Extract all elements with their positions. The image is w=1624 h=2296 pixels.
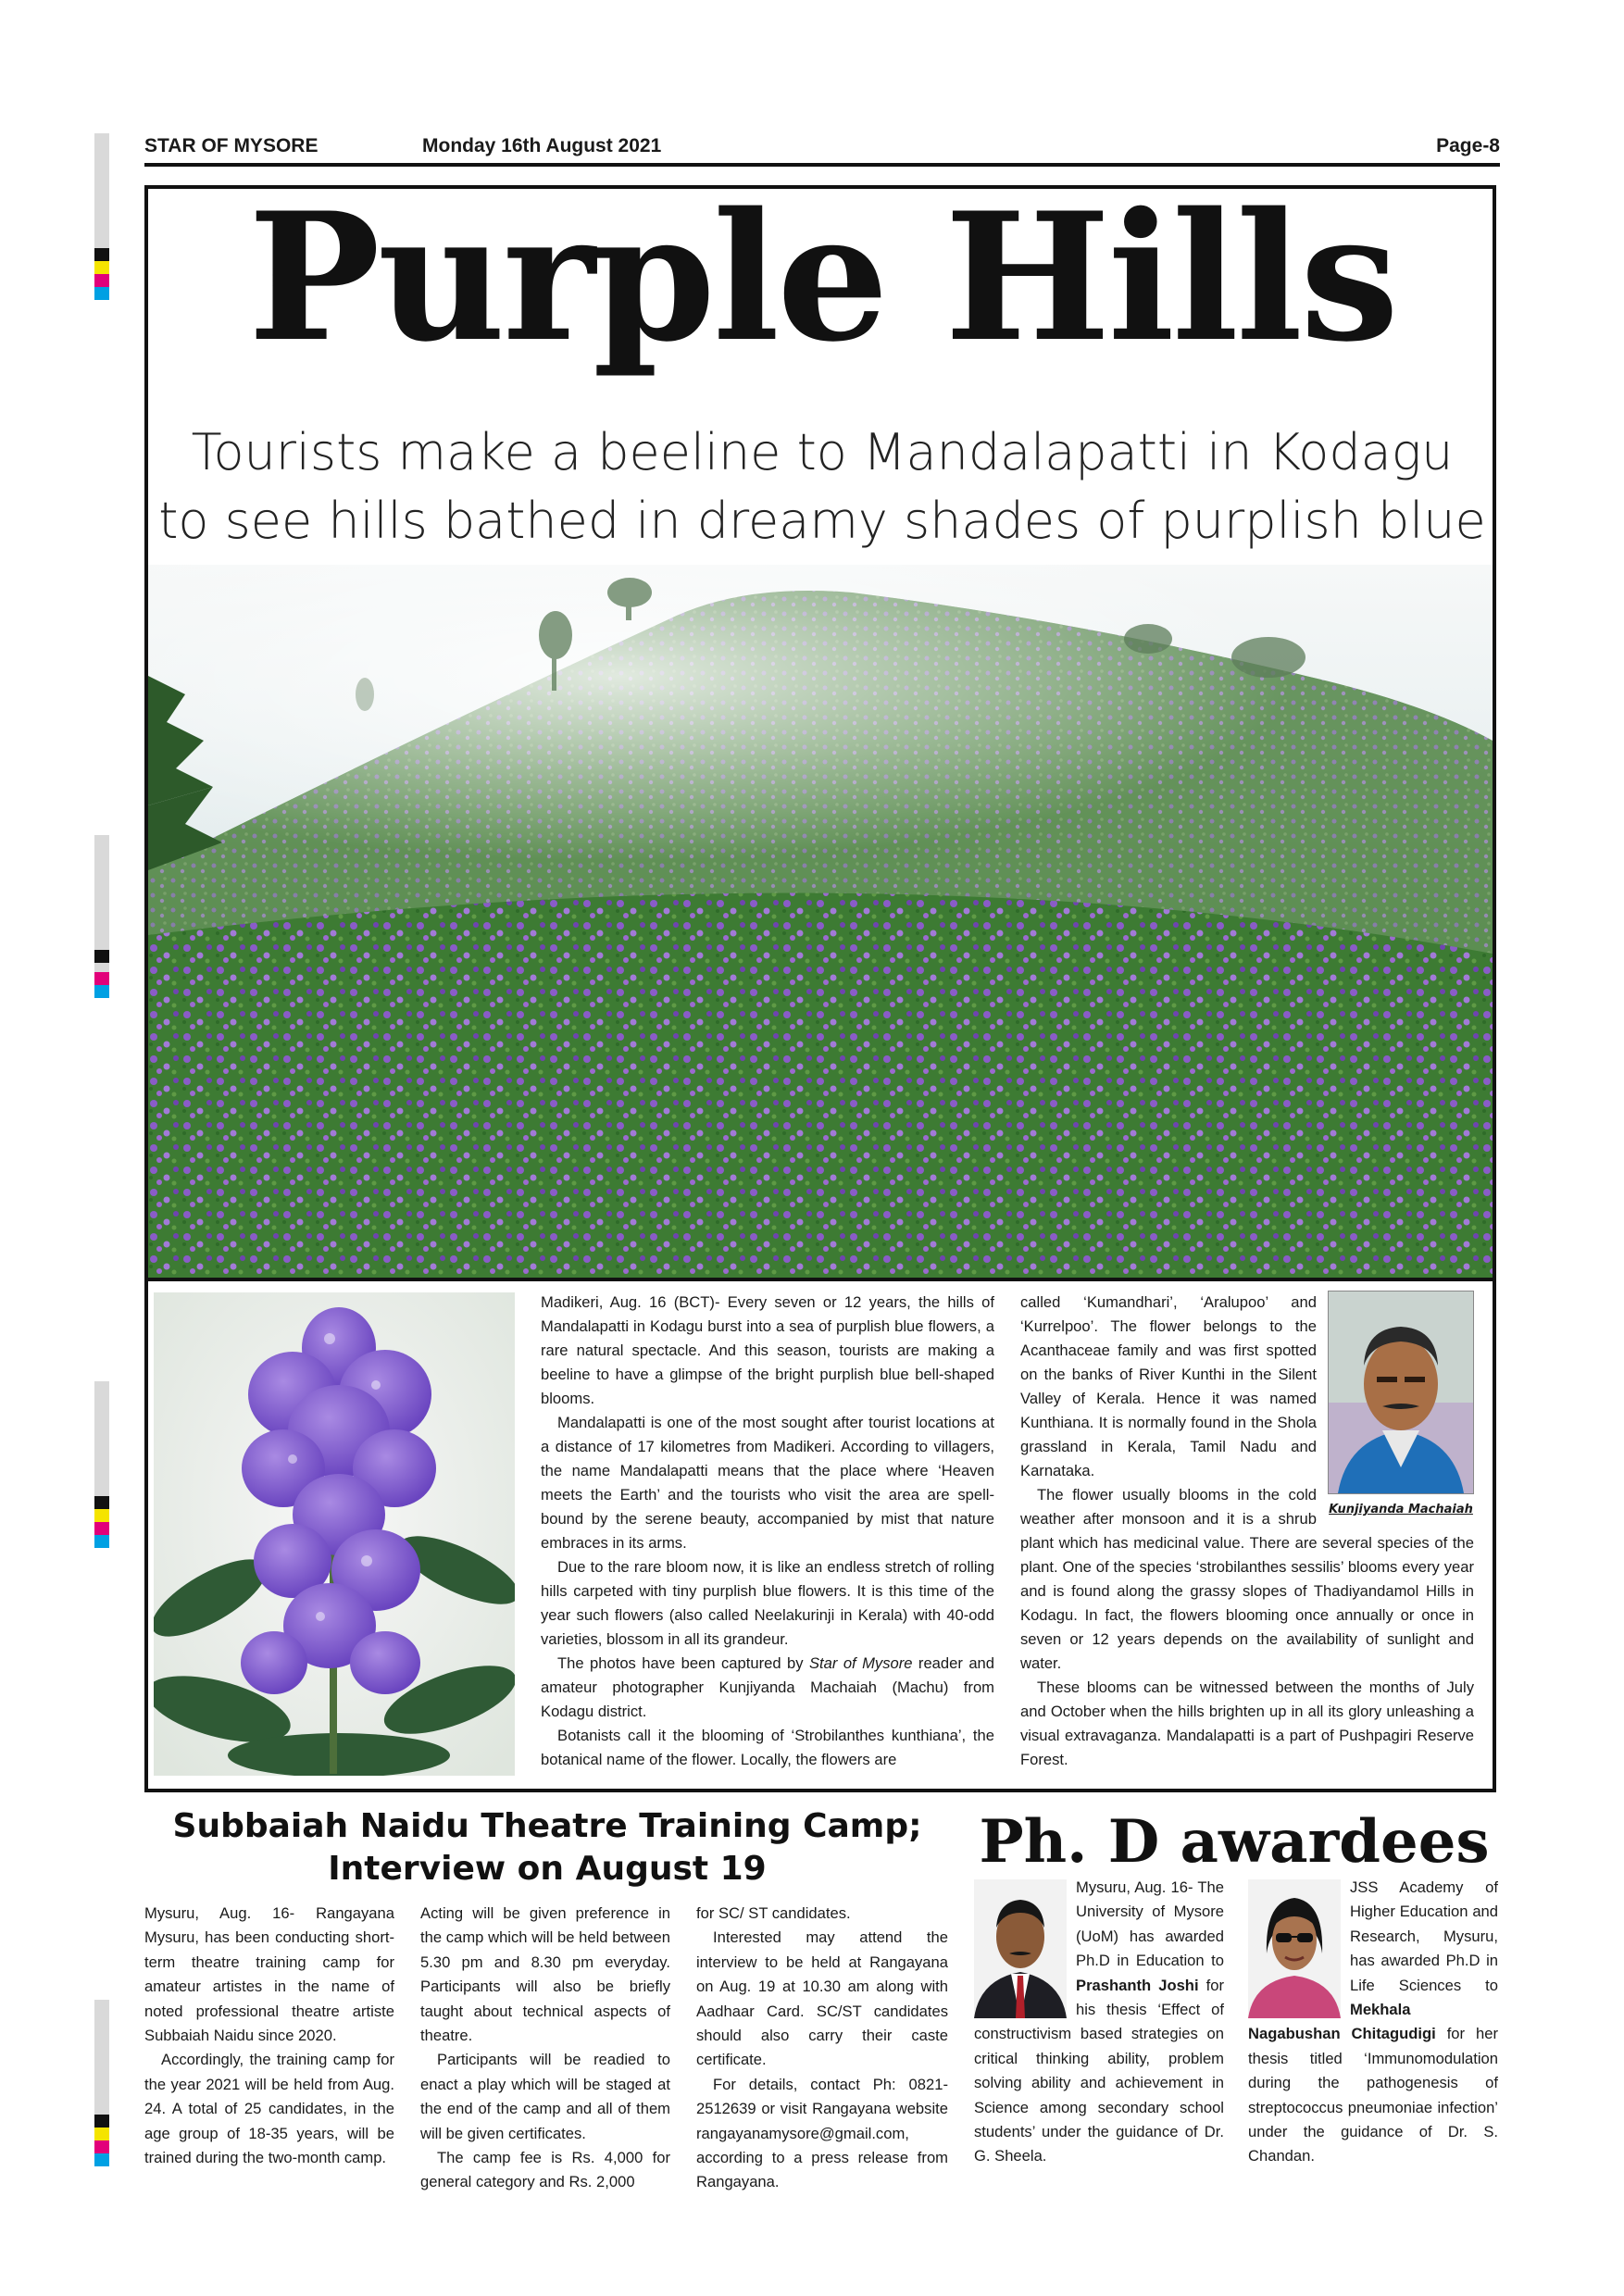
phd-column-2	[1248, 1876, 1498, 2169]
registration-mark-top	[94, 133, 109, 300]
phd-portrait-mekhala-chitagudigi	[1248, 1879, 1341, 2018]
deck-line-2: to see hills bathed in dreamy shades of purplish blue	[158, 492, 1486, 550]
theatre-headline	[144, 1805, 950, 1890]
story-paragraph: Madikeri, Aug. 16 (BCT)- Every seven or 12 years, the hills of Mandalapatti in Kodagu burst into a sea of purplish blue flowers, a rare natural spectacle. And this season, tourists are making a beeline to have a glimpse of the bright purplish blue bell-shaped blooms.	[541, 1293, 994, 1407]
theatre-paragraph: for SC/ ST candidates.	[696, 1904, 851, 1922]
phd-headline: Ph. D awardees	[979, 1807, 1490, 1877]
main-story-column-2	[1020, 1291, 1474, 1772]
phd-text-end: for his thesis ‘Effect of constructivism based strategies on critical thinking ability, problem solving ability and achievement in Science among secondary school students’ under the guidance of Dr. G. Sheela.	[974, 1976, 1224, 2165]
photographer-caption: Kunjiyanda Machaiah	[1329, 1503, 1473, 1516]
registration-mark-lower-middle	[94, 1381, 109, 1548]
credit-text-end: reader and amateur photographer Kunjiyanda Machaiah (Machu) from Kodagu district.	[541, 1654, 995, 1720]
credit-publication: Star of Mysore	[808, 1654, 913, 1672]
hero-divider	[148, 1278, 1493, 1281]
story-paragraph: Botanists call it the blooming of ‘Strobilanthes kunthiana’, the botanical name of the flower. Locally, the flowers are	[541, 1727, 994, 1768]
phd-column-1	[974, 1876, 1224, 2169]
registration-mark-upper-middle	[94, 835, 109, 998]
theatre-paragraph: Acting will be given preference in the camp which will be held between 5.30 pm and 8.30 pm everyday. Participants will also be briefly taught about technical aspects of theatre.	[420, 1904, 670, 2045]
story-paragraph: Due to the rare bloom now, it is like an endless stretch of rolling hills carpeted with tiny purplish blue flowers. It is this time of the year such flowers (also called Neelakurinji in Kerala) with 40-odd varieties, blossom in all its grandeur.	[541, 1558, 994, 1648]
theatre-column-1	[144, 1902, 394, 2170]
theatre-headline-line-2: Interview on August 19	[328, 1850, 767, 1888]
theatre-paragraph: Participants will be readied to enact a play which will be staged at the end of the camp and all of them will be given certificates.	[420, 2051, 670, 2142]
theatre-paragraph: For details, contact Ph: 0821-2512639 or visit Rangayana website rangayanamysore@gmail.com, according to a press release from Rangayana.	[696, 2075, 948, 2191]
page-header	[144, 133, 1500, 161]
header-rule	[144, 163, 1500, 167]
main-deck	[148, 418, 1496, 555]
story-paragraph: called ‘Kumandhari’, ‘Aralupoo’ and ‘Kurrelpoo’. The flower belongs to the Acanthaceae family and was first spotted on the banks of River Kunthi in the Silent Valley of Kerala. Hence it was named Kunthiana. It is normally found in the Shola grassland in Kerala, Tamil Nadu and Karnataka.	[1020, 1293, 1317, 1479]
theatre-column-3	[696, 1902, 948, 2195]
publication-name: STAR OF MYSORE	[144, 135, 319, 156]
story-paragraph: These blooms can be witnessed between the months of July and October when the hills brighten up in all its glory unleashing a visual extravaganza. Mandalapatti is a part of Pushpagiri Reserve Forest.	[1020, 1678, 1474, 1768]
registration-mark-bottom	[94, 2000, 109, 2166]
theatre-paragraph: The camp fee is Rs. 4,000 for general category and Rs. 2,000	[420, 2149, 670, 2191]
main-headline: Purple Hills	[247, 174, 1397, 381]
main-story-column-1	[541, 1291, 994, 1772]
flower-closeup-photo	[154, 1292, 515, 1776]
phd-awardee-name: Prashanth Joshi	[1076, 1976, 1199, 1994]
story-paragraph: The flower usually blooms in the cold weather after monsoon and it is a shrub plant which has medicinal value. There are several species of the plant. One of the species ‘strobilanthes sessilis’ blooms every year and is found along the grassy slopes of Thadiyandamol Hills in Kodagu. In fact, the flowers blooming once annually or once in seven or 12 years depends on the availability of sunlight and water.	[1020, 1486, 1474, 1672]
theatre-column-2	[420, 1902, 670, 2195]
phd-awardee-name: Mekhala Nagabushan Chitagudigi	[1248, 2001, 1436, 2043]
photographer-portrait-block	[1328, 1291, 1474, 1518]
story-paragraph: Mandalapatti is one of the most sought after tourist locations at a distance of 17 kilometres from Madikeri. According to villagers, the name Mandalapatti means that the place where ‘Heaven meets the Earth’ and the tourists who visit the area are spell-bound by the serene beauty, accompanied by mist that nature embraces in its arms.	[541, 1414, 994, 1552]
deck-line-1: Tourists make a beeline to Mandalapatti in Kodagu	[191, 423, 1454, 481]
hero-photo-purple-hill	[148, 565, 1493, 1278]
theatre-headline-line-1: Subbaiah Naidu Theatre Training Camp;	[172, 1807, 922, 1845]
issue-date: Monday 16th August 2021	[422, 135, 662, 156]
story-paragraph-photo-credit	[541, 1652, 994, 1724]
theatre-paragraph: Interested may attend the interview to be held at Rangayana on Aug. 19 at 10.30 am along with Aadhaar Card. SC/ST candidates should also carry their caste certificate.	[696, 1928, 948, 2069]
phd-text: JSS Academy of Higher Education and Research, Mysuru, has awarded Ph.D in Life Sciences to	[1350, 1878, 1498, 1994]
photographer-portrait	[1328, 1291, 1474, 1494]
credit-text: The photos have been captured by	[557, 1654, 809, 1672]
phd-portrait-prashanth-joshi	[974, 1879, 1067, 2018]
page-number: Page-8	[1436, 135, 1500, 156]
phd-text-end: for her thesis titled ‘Immunomodulation during the pathogenesis of streptococcus pneumoniae infection’ under the guidance of Dr. S. Chandan.	[1248, 2025, 1498, 2165]
theatre-paragraph: Mysuru, Aug. 16- Rangayana Mysuru, has been conducting short-term theatre training camp for amateur artistes in the name of noted professional theatre artiste Subbaiah Naidu since 2020.	[144, 1904, 394, 2045]
phd-text: Mysuru, Aug. 16- The University of Mysore (UoM) has awarded Ph.D in Education to	[1076, 1878, 1224, 1970]
theatre-paragraph: Accordingly, the training camp for the year 2021 will be held from Aug. 24. A total of 25 candidates, in the age group of 18-35 years, will be trained during the two-month camp.	[144, 2051, 394, 2167]
